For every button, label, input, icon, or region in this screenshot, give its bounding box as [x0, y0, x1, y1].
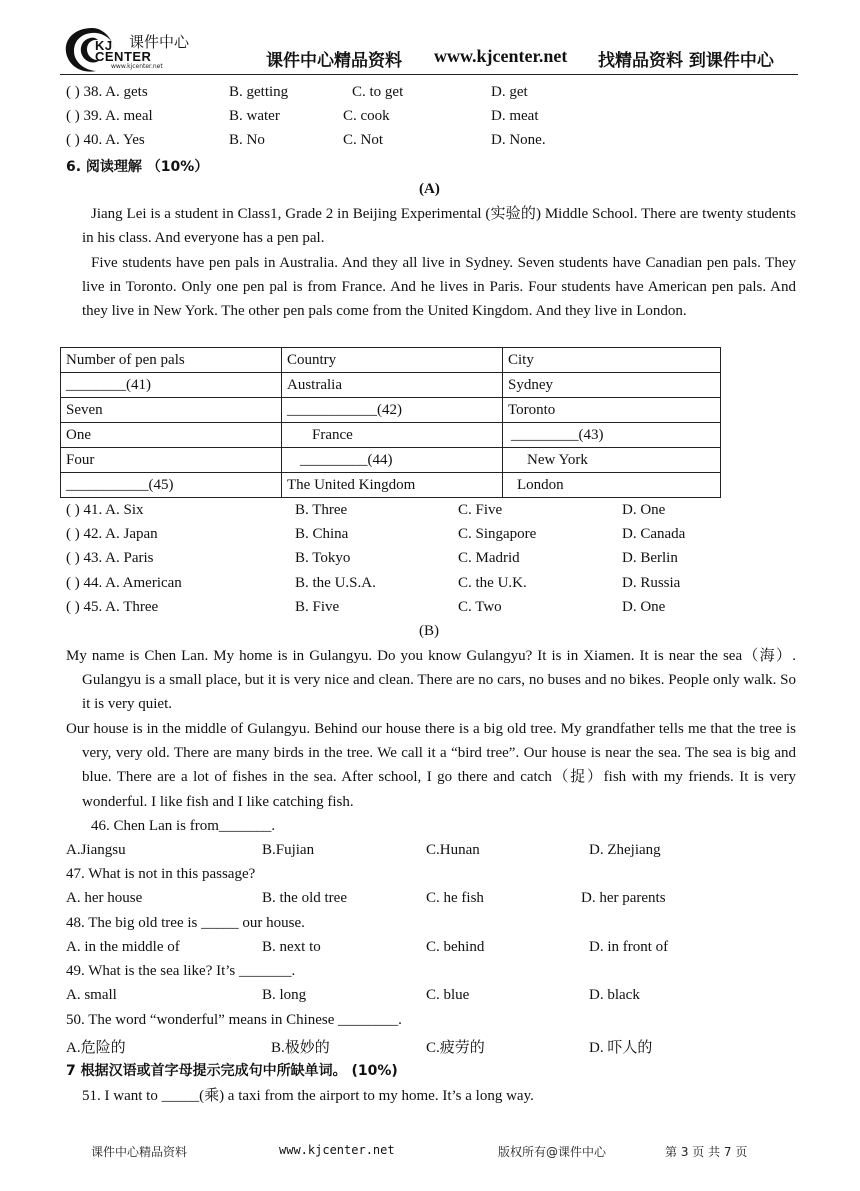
question-38-option-c: C. to get — [352, 84, 404, 100]
part-b-paragraph-1: My name is Chen Lan. My home is in Gulangyu. Do you know Gulangyu? It is in Xiamen. It is near the sea（海）. Gulangyu is a small place, but it is very nice and clean. There are no cars, no buses and no bikes. People only walk. So it is very quiet. — [66, 648, 796, 713]
question-47-option-c: C. he fish — [426, 890, 484, 906]
question-38-option-d: D. get — [491, 84, 528, 100]
question-42-option-b: B. China — [295, 526, 349, 542]
question-46-option-d: D. Zhejiang — [589, 842, 661, 858]
table-header-cell: Number of pen pals — [61, 348, 282, 373]
table-cell: One — [61, 423, 282, 448]
question-40-stem: ( ) 40. A. Yes — [66, 132, 145, 148]
logo-url: www.kjcenter.net — [111, 63, 163, 70]
question-48-option-a: A. in the middle of — [66, 939, 180, 955]
table-cell: Seven — [61, 398, 282, 423]
pen-pal-table — [60, 347, 721, 498]
header-slogan: 找精品资料 到课件中心 — [598, 51, 774, 71]
question-49-option-b: B. long — [262, 987, 307, 1003]
question-46-option-b: B.Fujian — [262, 842, 315, 858]
question-46-option-a: A.Jiangsu — [66, 842, 126, 858]
header-url[interactable]: www.kjcenter.net — [434, 46, 568, 66]
table-cell: _________(43) — [503, 423, 721, 448]
question-40-option-d: D. None. — [491, 132, 546, 148]
question-46-option-c: C.Hunan — [426, 842, 480, 858]
footer-page-number: 第 3 页 共 7 页 — [665, 1145, 748, 1159]
part-a-paragraph-1: Jiang Lei is a student in Class1, Grade 2 in Beijing Experimental (实验的) Middle School. There are twenty students in his class. And everyone has a pen pal. — [82, 206, 796, 247]
section-6-heading: 6. 阅读理解 （10%） — [66, 159, 209, 175]
question-42-option-d: D. Canada — [622, 526, 686, 542]
table-header-cell: City — [503, 348, 721, 373]
question-40-option-b: B. No — [229, 132, 265, 148]
question-41-stem: ( ) 41. A. Six — [66, 502, 144, 518]
part-a-label: (A) — [419, 181, 440, 197]
question-38-option-b: B. getting — [229, 84, 289, 100]
table-cell: Sydney — [503, 373, 721, 398]
question-45-option-d: D. One — [622, 599, 666, 615]
table-cell: The United Kingdom — [282, 473, 503, 498]
question-48-option-b: B. next to — [262, 939, 321, 955]
part-b-label: (B) — [419, 623, 439, 639]
table-cell: Toronto — [503, 398, 721, 423]
question-39-stem: ( ) 39. A. meal — [66, 108, 153, 124]
question-49-option-c: C. blue — [426, 987, 470, 1003]
question-48-option-d: D. in front of — [589, 939, 669, 955]
question-50-option-c: C.疲劳的 — [426, 1040, 485, 1056]
table-header-cell: Country — [282, 348, 503, 373]
table-cell: ____________(42) — [282, 398, 503, 423]
question-47-option-b: B. the old tree — [262, 890, 347, 906]
table-row — [61, 473, 721, 498]
question-41-option-b: B. Three — [295, 502, 348, 518]
table-cell: ___________(45) — [61, 473, 282, 498]
question-39-option-d: D. meat — [491, 108, 539, 124]
question-50-stem: 50. The word “wonderful” means in Chinese ________. — [66, 1012, 402, 1028]
question-42-stem: ( ) 42. A. Japan — [66, 526, 158, 542]
table-cell: France — [282, 423, 503, 448]
question-44-stem: ( ) 44. A. American — [66, 575, 182, 591]
question-49-stem: 49. What is the sea like? It’s _______. — [66, 963, 296, 979]
table-cell: New York — [503, 448, 721, 473]
question-48-stem: 48. The big old tree is _____ our house. — [66, 915, 305, 931]
question-43-stem: ( ) 43. A. Paris — [66, 550, 154, 566]
table-cell: ________(41) — [61, 373, 282, 398]
question-46-stem: 46. Chen Lan is from_______. — [91, 818, 276, 834]
question-49-option-d: D. black — [589, 987, 640, 1003]
question-41-option-c: C. Five — [458, 502, 503, 518]
question-42-option-c: C. Singapore — [458, 526, 537, 542]
question-39-option-b: B. water — [229, 108, 280, 124]
table-cell: _________(44) — [282, 448, 503, 473]
table-cell: London — [503, 473, 721, 498]
question-43-option-c: C. Madrid — [458, 550, 520, 566]
table-cell: Four — [61, 448, 282, 473]
footer-url[interactable]: www.kjcenter.net — [279, 1143, 395, 1157]
question-45-stem: ( ) 45. A. Three — [66, 599, 159, 615]
question-50-option-d: D. 吓人的 — [589, 1040, 653, 1056]
question-44-option-c: C. the U.K. — [458, 575, 527, 591]
question-44-option-b: B. the U.S.A. — [295, 575, 376, 591]
logo-chinese-text: 课件中心 — [129, 33, 190, 51]
question-48-option-c: C. behind — [426, 939, 485, 955]
question-40-option-c: C. Not — [343, 132, 384, 148]
header-title: 课件中心精品资料 — [266, 51, 402, 71]
header-divider — [60, 74, 798, 75]
table-row — [61, 373, 721, 398]
part-b-paragraph-2: Our house is in the middle of Gulangyu. Behind our house there is a big old tree. My grandfather tells me that the tree is very, very old. There are many birds in the tree. We call it a “bird tree”. Our house is near the sea. The sea is big and blue. There are a lot of fishes in the sea. After school, I go there and catch（捉）fish with my friends. It is very wonderful. I like fish and I like catching fish. — [66, 721, 796, 810]
question-41-option-d: D. One — [622, 502, 666, 518]
table-row — [61, 423, 721, 448]
table-cell: Australia — [282, 373, 503, 398]
question-43-option-d: D. Berlin — [622, 550, 678, 566]
logo-english-text: KJ CENTER — [95, 38, 152, 64]
question-50-option-a: A.危险的 — [66, 1040, 126, 1056]
footer-left-text: 课件中心精品资料 — [91, 1145, 188, 1159]
footer-copyright: 版权所有@课件中心 — [498, 1145, 607, 1159]
question-51-stem: 51. I want to _____(乘) a taxi from the airport to my home. It’s a long way. — [82, 1088, 534, 1104]
question-45-option-c: C. Two — [458, 599, 502, 615]
table-header-row — [61, 348, 721, 373]
table-row — [61, 448, 721, 473]
question-43-option-b: B. Tokyo — [295, 550, 351, 566]
part-a-paragraph-2: Five students have pen pals in Australia. And they all live in Sydney. Seven students have Canadian pen pals. They live in Toronto. Only one pen pal is from France. And he lives in Paris. Four students have American pen pals. And they live in New York. The other pen pals come from the United Kingdom. And they live in London. — [82, 255, 796, 320]
question-49-option-a: A. small — [66, 987, 117, 1003]
question-45-option-b: B. Five — [295, 599, 340, 615]
table-row — [61, 398, 721, 423]
question-47-option-a: A. her house — [66, 890, 143, 906]
question-50-option-b: B.极妙的 — [271, 1040, 330, 1056]
question-47-stem: 47. What is not in this passage? — [66, 866, 256, 882]
question-44-option-d: D. Russia — [622, 575, 681, 591]
question-38-stem: ( ) 38. A. gets — [66, 84, 148, 100]
question-39-option-c: C. cook — [343, 108, 390, 124]
question-47-option-d: D. her parents — [581, 890, 666, 906]
section-7-heading: 7 根据汉语或首字母提示完成句中所缺单词。 (10%) — [66, 1063, 398, 1079]
